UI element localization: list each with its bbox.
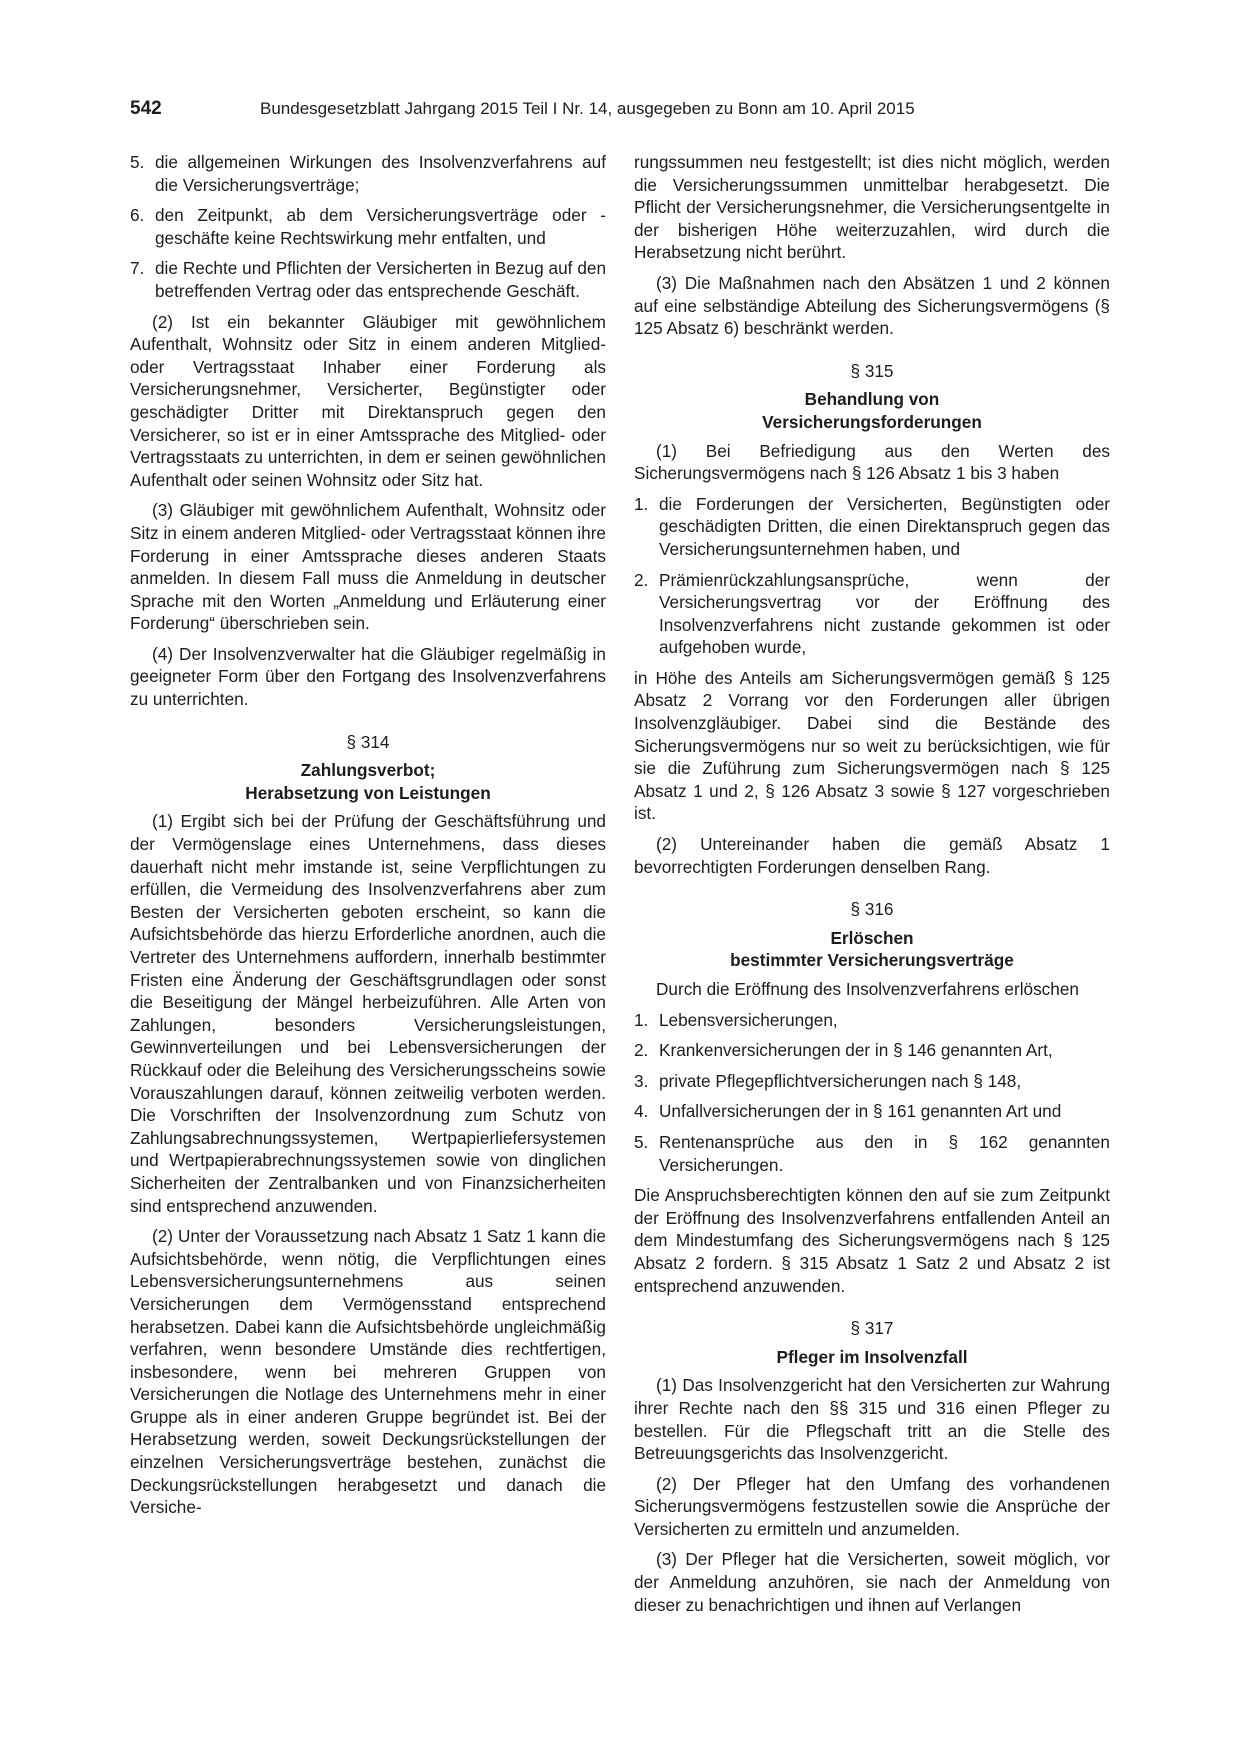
section-number: § 314 bbox=[346, 731, 390, 752]
paragraph: (2) Der Pfleger hat den Umfang des vorhandenen Sicherungsvermögens festzustellen sowie die Ansprüche der Versicherten zu ermitteln und anzumelden. bbox=[634, 1473, 1110, 1539]
section-title: Zahlungsverbot; Herabsetzung von Leistungen bbox=[245, 760, 491, 803]
page-number: 542 bbox=[130, 98, 162, 119]
list-item: 2. Krankenversicherungen der in § 146 genannten Art, bbox=[634, 1040, 1053, 1061]
paragraph: (3) Gläubiger mit gewöhnlichem Aufenthalt, Wohnsitz oder Sitz in einem anderen Mitglied- oder Vertragsstaat können ihre Forderung in einer Amtssprache dieses anderen Staats anmelden. In diesem Fall muss die Anmeldung in deutscher Sprache mit den Worten „Anmeldung und Erläuterung einer Forderung“ überschrieben sein. bbox=[130, 500, 606, 634]
paragraph: in Höhe des Anteils am Sicherungsvermögen gemäß § 125 Absatz 2 Vorrang vor den Forderungen aller übrigen Insolvenzgläubiger. Dabei sind die Bestände des Sicherungsvermögens nur so weit zu berücksichtigen, wie für sie die Zuführung zum Sicherungsvermögen nach § 125 Absatz 1 und 2, § 126 Absatz 3 sowie § 127 vorgeschrieben ist. bbox=[634, 667, 1110, 824]
paragraph: (3) Die Maßnahmen nach den Absätzen 1 und 2 können auf eine selbständige Abteilung des Sicherungsvermögens (§ 125 Absatz 6) beschränkt werden. bbox=[634, 272, 1110, 339]
right-column bbox=[634, 151, 1110, 1624]
paragraph: (2) Unter der Voraussetzung nach Absatz 1 Satz 1 kann die Aufsichtsbehörde, wenn nötig, die Verpflichtungen eines Lebensversicherungsunternehmens aus seinen Versicherungen dem Vermögensstand entsprechend herabsetzen. Dabei kann die Aufsichtsbehörde ungleichmäßig verfahren, wenn besondere Umstände dies rechtfertigen, insbesondere, wenn bei mehreren Gruppen von Versicherungen die Notlage des Unternehmens mehr in einer Gruppe als in einer anderen Gruppe begründet ist. Bei der Herabsetzung werden, soweit Deckungsrückstellungen der einzelnen Versicherungsverträge bestehen, zunächst die Deckungsrückstellungen herabgesetzt und danach die Versiche- bbox=[130, 1226, 606, 1518]
left-column bbox=[130, 151, 606, 1527]
section-number: § 317 bbox=[850, 1318, 894, 1339]
list-item: 5. Rentenansprüche aus den in § 162 genannten Versicherungen. bbox=[634, 1131, 1110, 1175]
section-title: Erlöschen bestimmter Versicherungsverträge bbox=[730, 927, 1014, 971]
section-title: Pfleger im Insolvenzfall bbox=[776, 1346, 968, 1367]
page-header bbox=[130, 98, 1110, 124]
gazette-title: Bundesgesetzblatt Jahrgang 2015 Teil I Nr. 14, ausgegeben zu Bonn am 10. April 2015 bbox=[260, 99, 915, 118]
list-item: 7. die Rechte und Pflichten der Versicherten in Bezug auf den betreffenden Vertrag oder das entsprechende Geschäft. bbox=[130, 258, 606, 301]
paragraph: rungssummen neu festgestellt; ist dies nicht möglich, werden die Versicherungssummen unmittelbar herabgesetzt. Die Pflicht der Versicherungsnehmer, die Versicherungsentgelte in der bisherigen Höhe weiterzuzahlen, wird durch die Herabsetzung nicht berührt. bbox=[634, 152, 1110, 263]
list-item: 2. Prämienrückzahlungsansprüche, wenn der Versicherungsvertrag vor der Eröffnung des Insolvenzverfahrens nicht zustande gekommen ist oder aufgehoben wurde, bbox=[634, 569, 1110, 658]
paragraph: (2) Ist ein bekannter Gläubiger mit gewöhnlichem Aufenthalt, Wohnsitz oder Sitz in einem anderen Mitglied- oder Vertragsstaat Inhaber einer Forderung als Versicherungsnehmer, Versicherter, Begünstigter oder geschädigter Dritter mit Direktanspruch gegen den Versicherer, so ist er in einer Amtssprache des Mitglied- oder Vertragsstaats zu unterrichten, in dem er seinen gewöhnlichen Aufenthalt oder seinen Wohnsitz oder Sitz hat. bbox=[130, 311, 606, 490]
section-number: § 316 bbox=[850, 899, 894, 920]
section-title: Behandlung von Versicherungsforderungen bbox=[762, 389, 982, 432]
list-item: 1. die Forderungen der Versicherten, Begünstigten oder geschädigten Dritten, die einen Direktanspruch gegen das Versicherungsunternehmen haben, und bbox=[634, 493, 1110, 559]
paragraph: (2) Untereinander haben die gemäß Absatz 1 bevorrechtigten Forderungen denselben Rang. bbox=[634, 834, 1110, 877]
paragraph: (4) Der Insolvenzverwalter hat die Gläubiger regelmäßig in geeigneter Form über den Fortgang des Insolvenzverfahrens zu unterrichten. bbox=[130, 643, 606, 710]
paragraph: Die Anspruchsberechtigten können den auf sie zum Zeitpunkt der Eröffnung des Insolvenzverfahrens entfallenden Anteil an dem Mindestumfang des Sicherungsvermögens nach § 125 Absatz 2 fordern. § 315 Absatz 1 Satz 2 und Absatz 2 ist entsprechend anzuwenden. bbox=[634, 1185, 1110, 1296]
paragraph: (1) Das Insolvenzgericht hat den Versicherten zur Wahrung ihrer Rechte nach den §§ 315 und 316 einen Pfleger zu bestellen. Für die Pflegschaft tritt an die Stelle des Betreuungsgerichts das Insolvenzgericht. bbox=[634, 1375, 1110, 1464]
paragraph: (1) Bei Befriedigung aus den Werten des Sicherungsvermögens nach § 126 Absatz 1 bis 3 haben bbox=[634, 440, 1110, 484]
list-item: 1. Lebensversicherungen, bbox=[634, 1009, 838, 1030]
list-item: 6. den Zeitpunkt, ab dem Versicherungsverträge oder -geschäfte keine Rechtswirkung mehr entfalten, und bbox=[130, 205, 606, 248]
list-item: 3. private Pflegepflichtversicherungen nach § 148, bbox=[634, 1070, 1022, 1091]
list-item: 5. die allgemeinen Wirkungen des Insolvenzverfahrens auf die Versicherungsverträge; bbox=[130, 152, 606, 195]
section-number: § 315 bbox=[850, 360, 894, 381]
paragraph: (1) Ergibt sich bei der Prüfung der Geschäftsführung und der Vermögenslage eines Unternehmens, dass dieses dauerhaft nicht mehr imstande ist, seine Verpflichtungen zu erfüllen, die Vermeidung des Insolvenzverfahrens aber zum Besten der Versicherten geboten erscheint, so kann die Aufsichtsbehörde das hierzu Erforderliche anordnen, auch die Vertreter des Unternehmens auffordern, innerhalb bestimmter Fristen eine Änderung der Geschäftsgrundlagen oder sonst die Beseitigung der Mängel herbeizuführen. Alle Arten von Zahlungen, besonders Versicherungsleistungen, Gewinnverteilungen und bei Lebensversicherungen der Rückkauf oder die Beleihung des Versicherungsscheins sowie Vorauszahlungen darauf, können zeitweilig verboten werden. Die Vorschriften der Insolvenzordnung zum Schutz von Zahlungsabrechnungssystemen, Wertpapierliefersystemen und Wertpapierabrechnungssystemen sowie von dinglichen Sicherheiten der Zentralbanken und von Finanzsicherheiten sind entsprechend anzuwenden. bbox=[130, 811, 606, 1216]
paragraph: (3) Der Pfleger hat die Versicherten, soweit möglich, vor der Anmeldung anzuhören, sie nach der Anmeldung von dieser zu benachrichtigen und ihnen auf Verlangen bbox=[634, 1549, 1110, 1615]
list-item: 4. Unfallversicherungen der in § 161 genannten Art und bbox=[634, 1101, 1062, 1122]
paragraph: Durch die Eröffnung des Insolvenzverfahrens erlöschen bbox=[656, 979, 1079, 999]
